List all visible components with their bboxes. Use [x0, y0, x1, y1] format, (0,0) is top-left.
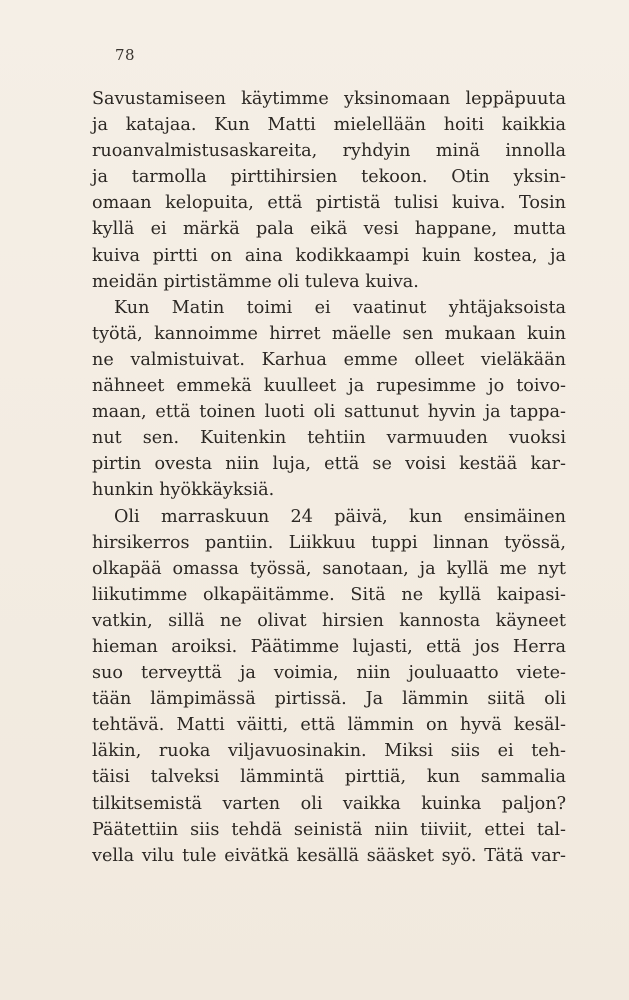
text-line: läkin, ruoka viljavuosinakin. Miksi siis ei teh-: [92, 741, 566, 762]
text-line: olkapää omassa työssä, sanotaan, ja kyllä me nyt: [92, 558, 566, 579]
text-line: tilkitsemistä varten oli vaikka kuinka paljon?: [92, 793, 566, 814]
text-line: hirsikerros pantiin. Liikkuu tuppi linnan työssä,: [92, 532, 566, 553]
text-line: työtä, kannoimme hirret mäelle sen mukaan kuin: [92, 323, 566, 344]
text-line: suo terveyttä ja voimia, niin jouluaatto viete-: [92, 663, 566, 684]
text-line: tään lämpimässä pirtissä. Ja lämmin siitä oli: [92, 689, 566, 710]
body-text: [92, 86, 566, 869]
text-line: tehtävä. Matti väitti, että lämmin on hyvä kesäl-: [92, 715, 566, 736]
text-line: hieman aroiksi. Päätimme lujasti, että jos Herra: [92, 636, 566, 657]
text-line: täisi talveksi lämmintä pirttiä, kun sammalia: [92, 767, 566, 788]
text-line: ja katajaa. Kun Matti mielellään hoiti kaikkia: [92, 115, 566, 136]
text-line: pirtin ovesta niin luja, että se voisi kestää kar-: [92, 454, 566, 475]
text-line: ne valmistuivat. Karhua emme olleet vieläkään: [92, 349, 566, 370]
text-line: nähneet emmekä kuulleet ja rupesimme jo toivo-: [92, 376, 566, 397]
text-line: Savustamiseen käytimme yksinomaan leppäpuuta: [92, 89, 566, 109]
text-line: vella vilu tule eivätkä kesällä sääsket syö. Tätä var-: [92, 845, 566, 866]
text-line: Kun Matin toimi ei vaatinut yhtäjaksoista: [114, 297, 566, 318]
text-line: ruoanvalmistusaskareita, ryhdyin minä innolla: [92, 141, 566, 162]
text-line: kyllä ei märkä pala eikä vesi happane, mutta: [92, 219, 566, 240]
text-line: omaan kelopuita, että pirtistä tulisi kuiva. Tosin: [92, 193, 566, 214]
text-line: nut sen. Kuitenkin tehtiin varmuuden vuoksi: [92, 428, 566, 449]
text-line: hunkin hyökkäyksiä.: [92, 480, 275, 501]
text-line: Päätettiin siis tehdä seinistä niin tiiviit, ettei tal-: [92, 819, 566, 840]
text-line: liikutimme olkapäitämme. Sitä ne kyllä kaipasi-: [92, 584, 566, 605]
text-line: ja tarmolla pirttihirsien tekoon. Otin yksin-: [92, 167, 566, 188]
text-line: maan, että toinen luoti oli sattunut hyvin ja tappa-: [92, 402, 566, 423]
text-line: Oli marraskuun 24 päivä, kun ensimäinen: [114, 506, 566, 527]
text-line: vatkin, sillä ne olivat hirsien kannosta käyneet: [92, 610, 566, 631]
text-line: kuiva pirtti on aina kodikkaampi kuin kostea, ja: [92, 245, 566, 266]
text-line: meidän pirtistämme oli tuleva kuiva.: [92, 271, 419, 292]
page-number: 78: [115, 46, 136, 64]
